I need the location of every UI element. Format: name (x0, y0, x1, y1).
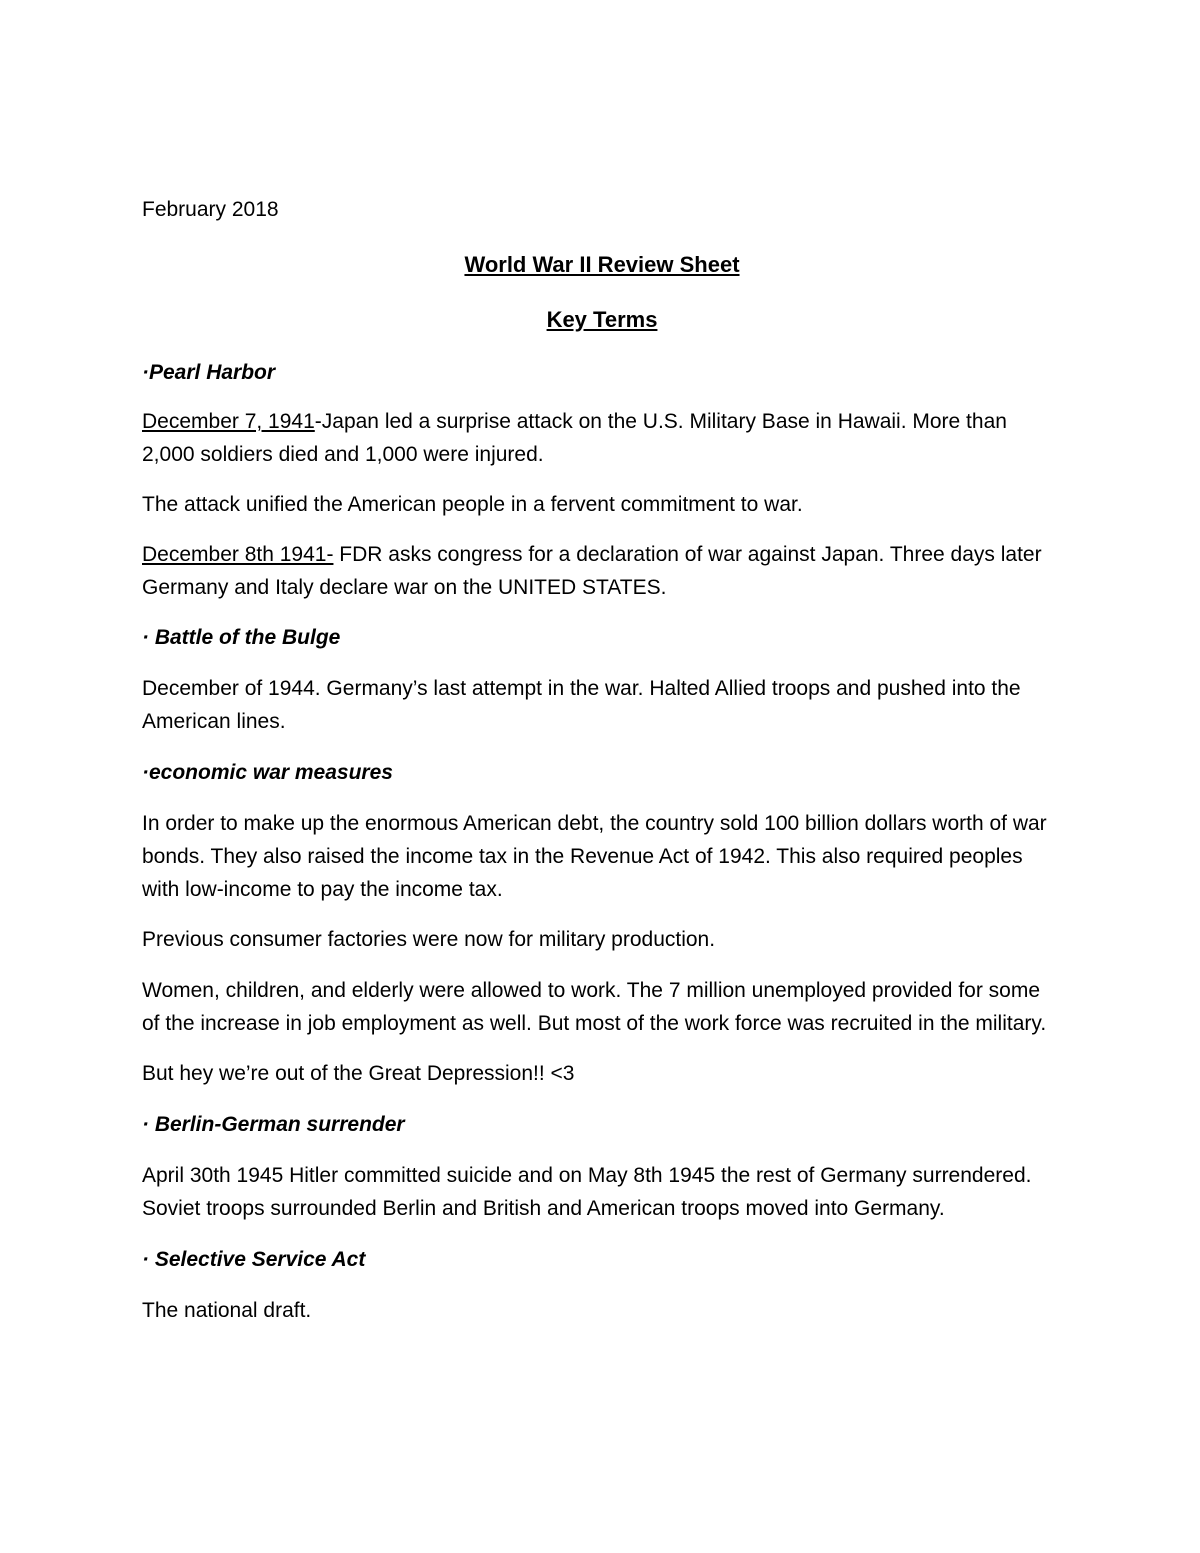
document-date: February 2018 (142, 198, 279, 221)
pearl-harbor-paragraph (142, 405, 1062, 471)
term-heading-berlin-german-surrender: · Berlin-German surrender (142, 1113, 405, 1136)
term-heading-battle-of-the-bulge: · Battle of the Bulge (142, 626, 341, 649)
economic-paragraph: In order to make up the enormous American debt, the country sold 100 billion dollars worth of war bonds. They also raised the income tax in the Revenue Act of 1942. This also required peoples with low-income to pay the income tax. (142, 812, 1047, 901)
paragraph-text: -Japan led a surprise attack on the U.S. Military Base in Hawaii. More than 2,000 soldiers died and 1,000 were injured. (142, 410, 1007, 466)
document-body (142, 193, 1062, 1327)
date-label: December 7, 1941 (142, 410, 315, 433)
declaration-paragraph (142, 538, 1062, 604)
document-subtitle: Key Terms (546, 307, 658, 332)
date-label: December 8th 1941- (142, 543, 334, 566)
berlin-paragraph: April 30th 1945 Hitler committed suicide and on May 8th 1945 the rest of Germany surrendered. Soviet troops surrounded Berlin and British and American troops moved into Germany. (142, 1164, 1032, 1220)
depression-paragraph: But hey we’re out of the Great Depression!! <3 (142, 1062, 575, 1085)
term-heading-pearl-harbor: ·Pearl Harbor (142, 361, 276, 384)
bulge-paragraph: December of 1944. Germany’s last attempt in the war. Halted Allied troops and pushed into the American lines. (142, 677, 1021, 733)
paragraph-text: FDR asks congress for a declaration of war against Japan. Three days later Germany and Italy declare war on the UNITED STATES. (142, 543, 1042, 599)
term-heading-economic-war-measures: ·economic war measures (142, 761, 393, 784)
pearl-harbor-unified-paragraph: The attack unified the American people in a fervent commitment to war. (142, 493, 803, 516)
document-title: World War II Review Sheet (464, 252, 740, 277)
factories-paragraph: Previous consumer factories were now for military production. (142, 928, 716, 951)
term-heading-selective-service-act: · Selective Service Act (142, 1248, 366, 1271)
selective-service-paragraph: The national draft. (142, 1299, 312, 1322)
workforce-paragraph: Women, children, and elderly were allowed to work. The 7 million unemployed provided for some of the increase in job employment as well. But most of the work force was recruited in the military. (142, 979, 1047, 1035)
